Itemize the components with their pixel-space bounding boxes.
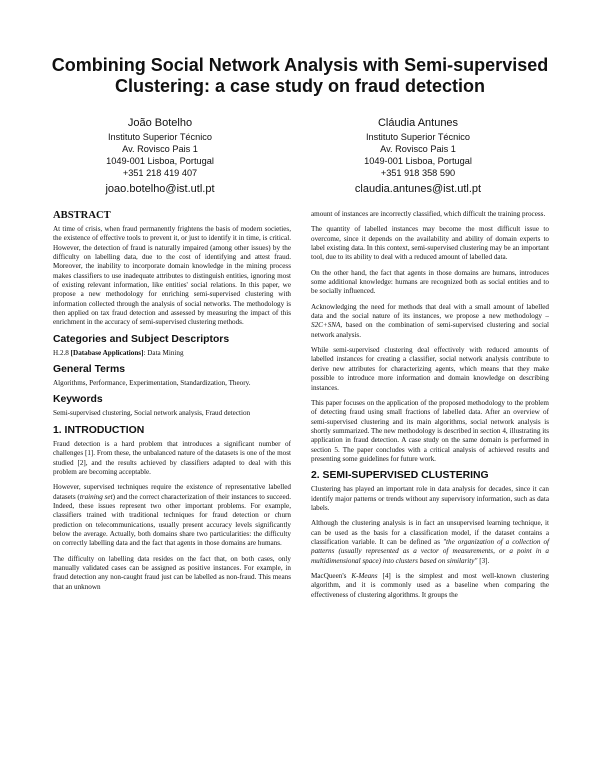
title-line-2: Clustering: a case study on fraud detection	[114, 76, 486, 96]
author-city: 1049-001 Lisboa, Portugal	[106, 156, 214, 166]
author-affiliation: Instituto Superior Técnico	[365, 132, 470, 142]
intro-paragraph-3: The difficulty on labelling data resides on the fact that, on both cases, only manually validated cases can be assigned as positive instances. For example, in fraud detection any non-caught fraud just can be labelled as non-fraud. This means that an unknown	[53, 554, 291, 591]
author-city: 1049-001 Lisboa, Portugal	[364, 156, 472, 166]
intro-p2-part-b: ) and the correct characterization of their instances to succeed. Indeed, these issues represent two other important problems. For example, classifiers trained with traditional techniques for fraud detection or churn prediction on telecommunications, usually present accuracy levels significantly below the average. Actually, both domains share two particularities: the difficulty on correctly labelling data and the fact that agents in those domains are humans.	[53, 492, 291, 548]
right-column	[311, 210, 549, 606]
s2p2-italic: "the organization of a collection of patterns (usually represented as a vector of measurements, or a point in a multidimensional space) into clusters based on similarity"	[311, 537, 549, 565]
paper-title	[40, 55, 560, 97]
p4-part-a: Acknowledging the need for methods that deal with a small amount of labelled data and the social nature of its instances, we propose a new methodology –	[311, 302, 549, 321]
categories-text	[53, 349, 291, 358]
author-email[interactable]: claudia.antunes@ist.utl.pt	[354, 183, 482, 195]
intro-paragraph-2	[53, 483, 291, 548]
right-paragraph-5: While semi-supervised clustering deal effectively with reduced amounts of labelled instances for creating a classifier, social network analysis contribute to derive new attributes for characterizing agents, which means that they make possible to introduce more information and domain knowledge on describing instances.	[311, 346, 549, 392]
right-paragraph-1: amount of instances are incorrectly classified, which difficult the training process.	[311, 210, 546, 218]
introduction-heading: 1. INTRODUCTION	[53, 424, 145, 436]
right-paragraph-4	[311, 303, 549, 340]
author-name: João Botelho	[127, 117, 193, 129]
title-line-1: Combining Social Network Analysis with Semi-supervised	[51, 55, 549, 75]
section-2-paragraph-2	[311, 519, 549, 566]
s2p3-italic: K-Means	[351, 572, 378, 580]
categories-code: H.2.8	[53, 348, 71, 357]
general-terms-text: Algorithms, Performance, Experimentation, Standardization, Theory.	[53, 379, 251, 388]
p4-italic: S2C+SNA	[311, 321, 341, 330]
p4-part-b: , based on the combination of semi-supervised clustering and social network analysis.	[311, 321, 549, 339]
categories-rest: : Data Mining	[143, 348, 184, 357]
intro-paragraph-1: Fraud detection is a hard problem that introduces a significant number of challenges [1]. From these, the unbalanced nature of the datasets is one of the most studied [2], and the results achieved by classifiers adapted to deal with this problem are becoming acceptable.	[53, 439, 291, 476]
intro-p2-italic: training set	[79, 492, 113, 501]
s2p2-part-a: Although the clustering analysis is in fact an unsupervised learning technique, it can be used as the basis for a classification model, if the dataset contains a classification variable. It can be defined as	[311, 519, 549, 546]
left-column	[53, 210, 291, 598]
author-email[interactable]: joao.botelho@ist.utl.pt	[105, 183, 215, 195]
keywords-text: Semi-supervised clustering, Social network analysis, Fraud detection	[53, 409, 251, 418]
author-address: Av. Rovisco Pais 1	[380, 144, 456, 154]
right-paragraph-2: The quantity of labelled instances may become the most difficult issue to overcome, since it depends on the availability and ability of domain experts to label existing data. In this context, semi-supervised clustering may be an important tool, due to its ability to deal with a reduced amount of labelled data.	[311, 225, 549, 262]
keywords-heading: Keywords	[53, 394, 103, 406]
intro-p2-part-a: However, supervised techniques require the existence of representative labelled datasets (	[53, 483, 291, 501]
abstract-text: At time of crisis, when fraud permanently frightens the basis of modern societies, the existence of effective tools to prevent it, or just to identify it in time, is critical. However, the detection of fraud is naturally impaired (among other issues) by the difficulty on labelling data, due to the cost of identifying and attest fraud. Moreover, the inability to incorporate domain knowledge in the mining process makes classifiers to use inadequate attributes to distinguish entities, ignoring most of existing relevant information, like entities' social relations. In this paper, we propose a new methodology for enriching semi-supervised clustering with information collected through the analysis of social networks. The methodology is then applied on tax fraud detection and assessed by measuring the impact of this enrichment in the accuracy of semi-supervised clustering methods.	[53, 225, 291, 327]
right-paragraph-3: On the other hand, the fact that agents in those domains are humans, introduces some additional knowledge: humans are recognized both as social entities and to be socially influenced.	[311, 268, 549, 296]
section-2-paragraph-3	[311, 572, 549, 600]
author-phone: +351 918 358 590	[380, 168, 456, 178]
author-phone: +351 218 419 407	[122, 168, 198, 178]
s2p2-part-b: [3].	[477, 556, 490, 565]
author-address: Av. Rovisco Pais 1	[122, 144, 198, 154]
author-block-1	[60, 116, 260, 196]
s2p3-part-b: [4] is the simplest and most well-known clustering algorithm, and it is commonly used as a baseline when comparing the effectiveness of clustering algorithms. It groups the	[311, 572, 549, 599]
categories-bold: [Database Applications]	[70, 348, 144, 357]
author-name: Cláudia Antunes	[377, 117, 459, 129]
author-block-2	[318, 116, 518, 196]
right-paragraph-6: This paper focuses on the application of the proposed methodology to the problem of detecting fraud using small fractions of labelled data. After an overview of semi-supervised clustering and its main algorithms, social network analysis is shortly summarized. The new methodology is described in section 4, illustrating its application in fraud detection. A case study on the same domain is performed in section 5. The paper concludes with a critical analysis of achieved results and presenting some guidelines for future work.	[311, 398, 549, 463]
section-2-paragraph-1: Clustering has played an important role in data analysis for decades, since it can identify major patterns or trends without any supervisory information, such as data labels.	[311, 485, 549, 512]
categories-heading: Categories and Subject Descriptors	[53, 333, 230, 345]
author-affiliation: Instituto Superior Técnico	[107, 132, 212, 142]
s2p3-part-a: MacQueen's	[311, 572, 352, 580]
section-2-heading: 2. SEMI-SUPERVISED CLUSTERING	[311, 470, 489, 482]
general-terms-heading: General Terms	[53, 364, 125, 376]
abstract-heading: ABSTRACT	[53, 210, 111, 221]
